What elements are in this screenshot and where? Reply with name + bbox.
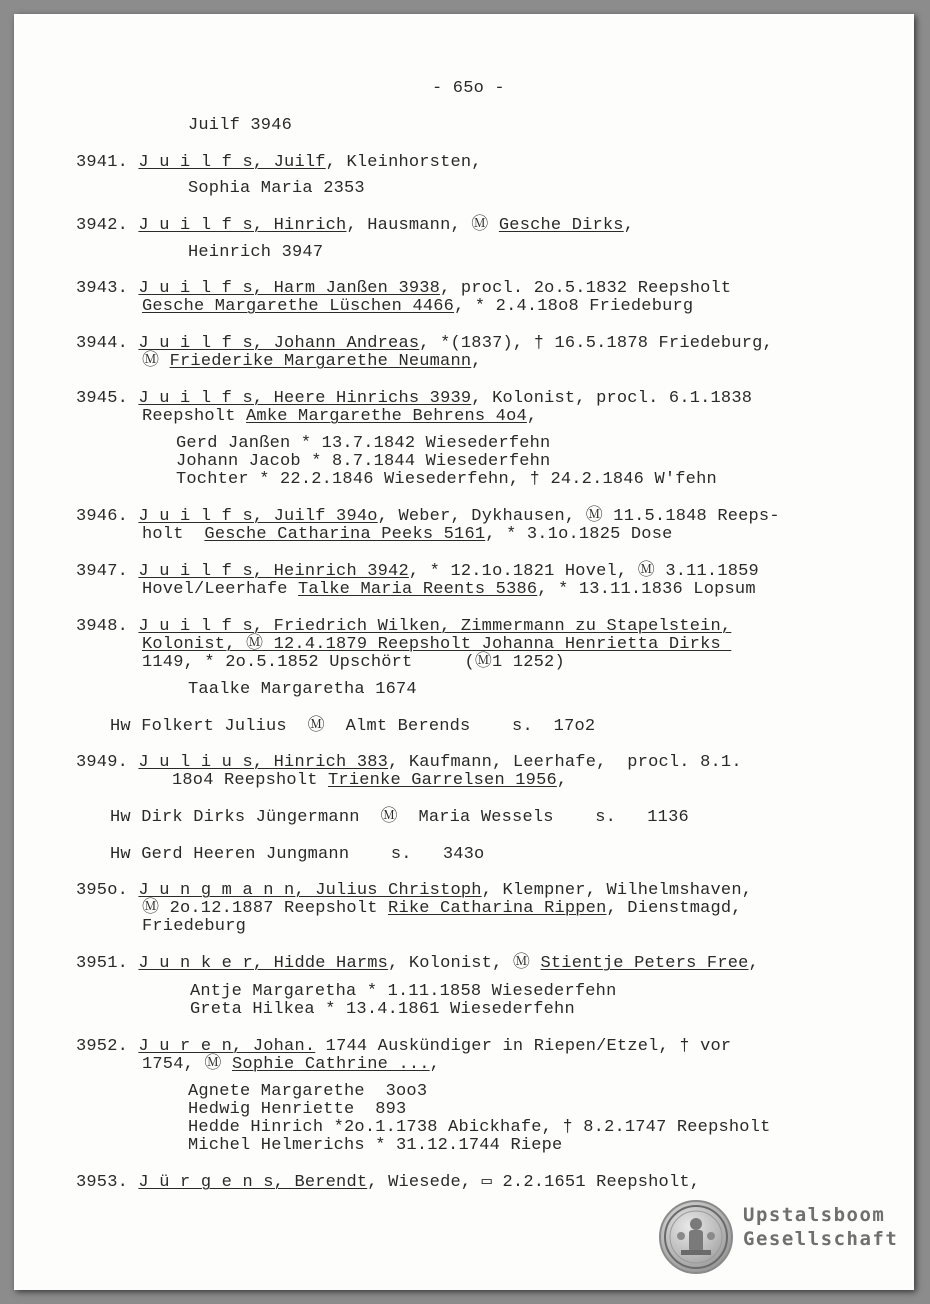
- entry-3947-line2: Hovel/Leerhafe Talke Maria Reents 5386, * 13.11.1836 Lopsum: [142, 580, 756, 599]
- spouse-name: Friederike Margarethe Neumann: [169, 352, 472, 371]
- spouse-name: Gesche Margarethe Lüschen 4466: [142, 297, 455, 316]
- entry-3943-line2: Gesche Margarethe Lüschen 4466, * 2.4.18o8 Friedeburg: [142, 297, 694, 316]
- spouse-name: Trienke Garrelsen 1956: [328, 771, 557, 790]
- cross-reference: Hw Folkert Julius Ⓜ Almt Berends s. 17o2: [110, 717, 596, 736]
- entry-3946-line2: holt Gesche Catharina Peeks 5161, * 3.1o.1825 Dose: [142, 525, 673, 544]
- spouse-name: Amke Margarethe Behrens 4o4: [246, 407, 527, 426]
- seal-icon: [659, 1200, 733, 1274]
- entry-details: , *(1837), † 16.5.1878 Friedeburg,: [419, 334, 773, 353]
- entry-3952-child: Michel Helmerichs * 31.12.1744 Riepe: [188, 1136, 563, 1155]
- entry-3944: [76, 335, 773, 353]
- upstalsboom-logo: [659, 1200, 899, 1280]
- entry-number: 3946.: [76, 507, 129, 526]
- entry-name: J u i l f s, Juilf 394o: [138, 507, 378, 526]
- entry-details: , Wiesede, ▭ 2.2.1651 Reepsholt,: [367, 1173, 701, 1192]
- entry-3945-child: Tochter * 22.2.1846 Wiesederfehn, † 24.2.1846 W'fehn: [176, 470, 717, 489]
- entry-3951-child: Antje Margaretha * 1.11.1858 Wiesederfehn: [190, 982, 617, 1001]
- entry-3945: [76, 390, 752, 408]
- logo-text-line2: Gesellschaft: [743, 1228, 899, 1250]
- entry-number: 3942.: [76, 216, 129, 235]
- entry-details: , Klempner, Wilhelmshaven,: [481, 881, 753, 900]
- entry-name: J u i l f s, Hinrich: [138, 216, 347, 235]
- entry-number: 3941.: [76, 153, 129, 172]
- entry-3951-child: Greta Hilkea * 13.4.1861 Wiesederfehn: [190, 1000, 575, 1019]
- entry-3942: 3942. J u i l f s, Hinrich, Hausmann, Ⓜ Gesche Dirks,: [76, 216, 635, 235]
- entry-name: J u i l f s, Juilf: [138, 153, 326, 172]
- entry-name: J u n g m a n n, Julius Christoph: [138, 881, 482, 900]
- cross-reference: Hw Gerd Heeren Jungmann s. 343o: [110, 845, 485, 864]
- entry-name: J u r e n, Johan.: [138, 1037, 316, 1056]
- spouse-name: Talke Maria Reents 5386: [298, 580, 538, 599]
- entry-3950: [76, 882, 752, 900]
- entry-3953: [76, 1174, 700, 1192]
- entry-3945-line2: Reepsholt Amke Margarethe Behrens 4o4,: [142, 407, 538, 426]
- entry-3949-line2: 18o4 Reepsholt Trienke Garrelsen 1956,: [172, 771, 568, 790]
- entry-3945-child: Gerd Janßen * 13.7.1842 Wiesederfehn: [176, 434, 551, 453]
- entry-3948-child: Taalke Margaretha 1674: [188, 680, 417, 699]
- entry-details: , * 12.1o.1821 Hovel, Ⓜ 3.11.1859: [408, 562, 759, 581]
- entry-number: 3943.: [76, 279, 129, 298]
- entry-number: 3948.: [76, 617, 129, 636]
- entry-details: , Weber, Dykhausen, Ⓜ 11.5.1848 Reeps-: [377, 507, 780, 526]
- entry-3952-child: Agnete Margarethe 3oo3: [188, 1082, 428, 1101]
- document-page: [14, 14, 914, 1290]
- entry-3952-child: Hedwig Henriette 893: [188, 1100, 407, 1119]
- entry-name: J u i l f s, Johann Andreas: [138, 334, 420, 353]
- entry-number: 3947.: [76, 562, 129, 581]
- entry-3952-child: Hedde Hinrich *2o.1.1738 Abickhafe, † 8.2.1747 Reepsholt: [188, 1118, 771, 1137]
- spouse-name: Gesche Catharina Peeks 5161: [204, 525, 486, 544]
- entry-3944-line2: Ⓜ Friederike Margarethe Neumann,: [142, 352, 482, 371]
- entry-name: J u i l f s, Harm Janßen 3938: [138, 279, 441, 298]
- spouse-name: Rike Catharina Rippen: [388, 899, 607, 918]
- entry-name: J u l i u s, Hinrich 383: [138, 753, 389, 772]
- entry-name: J u i l f s, Friedrich Wilken, Zimmermann zu Stapelstein,: [138, 617, 732, 636]
- entry-details: , Kaufmann, Leerhafe, procl. 8.1.: [388, 753, 742, 772]
- entry-number: 3952.: [76, 1037, 129, 1056]
- logo-text-line1: Upstalsboom: [743, 1204, 886, 1226]
- entry-details: , Kleinhorsten,: [325, 153, 482, 172]
- entry-3952: [76, 1038, 731, 1056]
- entry-name: J ü r g e n s, Berendt: [138, 1173, 368, 1192]
- entry-number: 3951.: [76, 954, 129, 973]
- entry-3949: [76, 754, 742, 772]
- entry-3942-child: Heinrich 3947: [188, 243, 324, 262]
- entry-3952-line2: 1754, Ⓜ Sophie Cathrine ...,: [142, 1055, 441, 1074]
- entry-3941: [76, 154, 482, 172]
- entry-3948-line3: 1149, * 2o.5.1852 Upschört (Ⓜ1 1252): [142, 653, 565, 672]
- entry-3943: [76, 280, 731, 298]
- cross-reference: Hw Dirk Dirks Jüngermann Ⓜ Maria Wessels s. 1136: [110, 808, 689, 827]
- intro-line: Juilf 3946: [188, 116, 293, 135]
- entry-number: 395o.: [76, 881, 129, 900]
- entry-3947: [76, 563, 759, 581]
- entry-number: 3953.: [76, 1173, 129, 1192]
- entry-details: , procl. 2o.5.1832 Reepsholt: [440, 279, 732, 298]
- entry-details: , Hausmann, Ⓜ: [346, 216, 499, 235]
- entry-number: 3944.: [76, 334, 129, 353]
- page-number: - 65o -: [432, 79, 505, 98]
- entry-details: 1744 Auskündiger in Riepen/Etzel, † vor: [315, 1037, 732, 1056]
- entry-3951: 3951. J u n k e r, Hidde Harms, Kolonist, Ⓜ Stientje Peters Free,: [76, 954, 759, 973]
- entry-3941-child: Sophia Maria 2353: [188, 179, 365, 198]
- entry-name: J u n k e r, Hidde Harms: [138, 954, 389, 973]
- entry-3948-line2: Kolonist, Ⓜ 12.4.1879 Reepsholt Johanna Henrietta Dirks: [142, 635, 732, 654]
- entry-details: , Kolonist, Ⓜ: [388, 954, 541, 973]
- spouse-name: Stientje Peters Free: [540, 954, 749, 973]
- entry-3945-child: Johann Jacob * 8.7.1844 Wiesederfehn: [176, 452, 551, 471]
- entry-number: 3945.: [76, 389, 129, 408]
- entry-name: J u i l f s, Heere Hinrichs 3939: [138, 389, 472, 408]
- entry-3950-line2: Ⓜ 2o.12.1887 Reepsholt Rike Catharina Rippen, Dienstmagd,: [142, 899, 742, 918]
- entry-name: J u i l f s, Heinrich 3942: [138, 562, 409, 581]
- spouse-name: Gesche Dirks: [498, 216, 624, 235]
- entry-3950-line3: Friedeburg: [142, 917, 247, 936]
- entry-details: , Kolonist, procl. 6.1.1838: [471, 389, 753, 408]
- entry-3948: [76, 618, 731, 636]
- spouse-name: Sophie Cathrine ...: [232, 1055, 430, 1074]
- entry-3946: [76, 508, 780, 526]
- entry-number: 3949.: [76, 753, 129, 772]
